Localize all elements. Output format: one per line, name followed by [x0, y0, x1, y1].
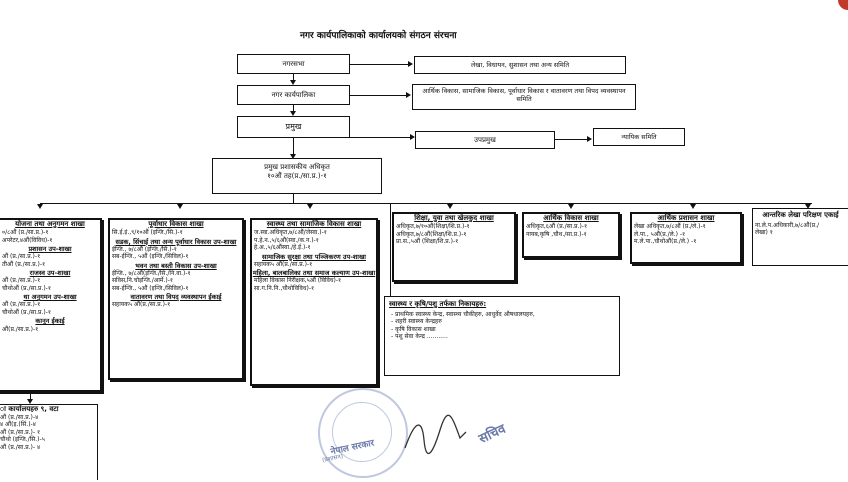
- arthik-vikas-title: आर्थिक विकास शाखा: [543, 214, 599, 222]
- staff-line: प्रा.स.,५औं (शिक्षा/शि.प्र.)-१: [396, 238, 459, 246]
- nagarsabha-box: [237, 54, 350, 74]
- shiksha-title: शिक्षा, युवा तथा खेलकुद शाखा: [414, 214, 494, 222]
- connector: [555, 139, 587, 140]
- arrow: [408, 61, 413, 67]
- arrow: [568, 204, 574, 209]
- shiksha-branch-box: [392, 212, 516, 282]
- arthik-vikas-branch-box: [522, 212, 620, 258]
- purvadhar-branch-box: [108, 218, 244, 380]
- pramukh-label: प्रमुख: [285, 122, 302, 131]
- vatavaran-sub-title: वातावरण तथा विपद् व्यवस्थापन ईकाई: [130, 293, 222, 302]
- seal-subtext: (प्रशासन): [321, 452, 344, 465]
- seal-text: नेपाल सरकार: [329, 438, 376, 458]
- karyapalika-label: नगर कार्यपालिका: [271, 91, 316, 99]
- staff-line: ईन्जि., ७/८औं (इन्जि./सि.)-१: [112, 245, 177, 253]
- staff-line: चौथो (इन्जि./सि.)-५: [0, 436, 45, 444]
- arrow: [406, 92, 411, 98]
- staff-line: सहायक५ औं(प्र./सा.प्र.)-१: [112, 301, 171, 309]
- staff-line: सा.ग.नि.नि.,चौथोविविध)-१: [254, 284, 315, 292]
- nikaya-item: - पशु सेवा केन्द्र ...........: [391, 333, 448, 341]
- cao-box: [212, 158, 382, 194]
- arrow: [177, 204, 183, 209]
- arthik-prashasan-branch-box: [630, 212, 742, 264]
- staff-line: अधिकृत,७/८औं(शिक्षा/शि.प्र.)-१: [396, 230, 467, 238]
- arrow: [447, 204, 453, 209]
- nyayik-label: न्यायिक समिति: [621, 133, 657, 141]
- nikaya-item: - कृषि विकास शाखा: [391, 325, 436, 333]
- staff-line: महिला विकास निरीक्षक,५औं (विविध)-१: [254, 277, 342, 285]
- sachiv-stamp: सचिव: [476, 421, 509, 447]
- lekha-samiti-label: लेखा, विधायन, सुशासन तथा अन्य समिति: [470, 61, 570, 69]
- staff-line: सब-ईन्जि., ५औं (इन्जि./सिविल)-१: [112, 284, 189, 292]
- antarik-title: आन्तरिक लेखा परिक्षण एकाई: [762, 211, 839, 219]
- yojana-branch-box: [0, 218, 102, 392]
- staff-line: औं (प्र./सा.प्र.)- १: [0, 428, 41, 436]
- staff-line: औं (प्र./सा.प्र.)-४: [0, 413, 39, 421]
- nikaya-title: स्वास्थ्य र कृषि/पशु तर्फका निकायहरु:: [389, 300, 487, 308]
- nikaya-box: [384, 296, 620, 376]
- cao-title: प्रमुख प्रशासकीय अधिकृत: [264, 163, 330, 171]
- staff-line: औं (प्र./सा.प्र.)-१: [2, 301, 41, 309]
- samajik-suraksha-sub-title: सामाजिक सुरक्षा तथा पञ्जिकरण उप-शाखा: [262, 252, 366, 261]
- prashasan-sub-title: प्रशासन उप-शाखा: [28, 245, 72, 254]
- anugaman-sub-title: था अनुगमन उप-शाखा: [23, 293, 77, 302]
- distribution-line: [40, 203, 812, 204]
- staff-line: सि.ई.इं.,९/१०औं (इन्जि./सि.)-१: [112, 229, 183, 237]
- connector: [390, 204, 391, 304]
- yojana-title: योजना तथा अनुगमन शाखा: [15, 220, 85, 228]
- kanun-sub-title: कानून ईकाई: [35, 317, 65, 326]
- ward-offices-box: [0, 404, 98, 480]
- staff-line: प.हे.न.,५/६औं(स्वा./क.न.)-१: [254, 236, 319, 244]
- connector: [350, 95, 406, 96]
- connector: [350, 64, 408, 65]
- nikaya-item: - प्राथमिक स्वास्थ्य केन्द्र, स्वास्थ्य चौकीहरु, आधुर्वेद औषधालयहरु,: [391, 310, 535, 318]
- staff-line: सब-ईन्जि., ५औं (इन्जि./सिविल)-१: [112, 253, 189, 261]
- lekha-samiti-box: [414, 56, 626, 74]
- staff-line: अधिकृत,६औं (प्र./सा.प्र.)-१: [526, 223, 588, 231]
- staff-line: हे.अ.,५/६औंस्वा./हे.ई.)-१: [254, 244, 311, 252]
- corner-mark: [838, 0, 848, 10]
- staff-line: औं(प्र./सा.प्र.)-१: [2, 325, 39, 333]
- staff-line: ईन्जि., ७/८औं(इन्जि./सि./नि.वा.)-१: [112, 269, 191, 277]
- staff-line: ०/८औं (प्र./सा.प्र.)-१: [2, 229, 49, 237]
- staff-line: औं (प्र./सा.प्र.)-१: [2, 277, 41, 285]
- karyapalika-box: [237, 85, 350, 105]
- arrow: [307, 204, 313, 209]
- staff-line: औं (प्र./सा.प्र.)- ४: [0, 443, 41, 451]
- pramukh-box: [237, 116, 350, 138]
- staff-line: औं (प्र./सा.प्र.)-१: [2, 253, 41, 261]
- staff-line: अपरेटर,४औं(विविध)-१: [2, 236, 53, 244]
- swasthya-title: स्वास्थ्य तथा सामाजिक विकास शाखा: [266, 220, 362, 228]
- upapramukh-label: उपप्रमुख: [474, 136, 496, 144]
- swasthya-branch-box: [250, 218, 378, 386]
- purvadhar-title: पूर्वाधार विकास शाखा: [148, 220, 204, 228]
- ward-title: ा कार्यालयहरु ९, वटा: [0, 405, 59, 413]
- sadak-sub-title: सडक, सिंचाई तथा अन्य पूर्वाधार विकास उप-शाखा: [115, 237, 237, 246]
- staff-line: तीऔं (प्र./सा.प्र.)-१: [2, 260, 46, 268]
- rajaswa-sub-title: राजस्व उप-शाखा: [29, 269, 71, 278]
- arrow: [690, 204, 696, 209]
- antarik-lekha-box: [752, 208, 848, 266]
- official-seal: [318, 388, 408, 478]
- signature-icon: [400, 410, 470, 460]
- bhawan-sub-title: भवन तथा बस्ती विकास उप-शाखा: [135, 261, 217, 270]
- arthik-samiti-box: [412, 84, 636, 110]
- mahila-sub-title: महिला, बालबालिका तथा समाज कल्याण उप-शाखा: [252, 269, 376, 278]
- staff-line: लेखा अधिकृत,७/८औं (प्र./ले.)-१: [634, 223, 706, 231]
- staff-line: चौथोऔं (प्र./सा.प्र.)-१: [2, 284, 51, 292]
- staff-line: ज.स्वा.अधिकृत,७/८औं/जेस्वा.)-१: [254, 229, 327, 237]
- arrow: [37, 204, 43, 209]
- staff-line: नायब,कृषि ,चौथ./सा.प्र.)-१: [526, 230, 587, 238]
- arthik-samiti-label: आर्थिक विकास, सामाजिक विकास, पूर्वाधार विकास र वातावरण तथा विपद व्यवस्थापन समिति: [422, 87, 626, 104]
- staff-line: चौथोऔं (प्र./सा.प्र.)-१: [2, 308, 51, 316]
- arthik-prashasan-title: आर्थिक प्रशासन शाखा: [657, 214, 715, 222]
- staff-line: अधिकृत,७/१०औं(शिक्षा/शि.प्र.)-१: [396, 223, 470, 231]
- staff-line: ले.पा., ५औं(प्र./ले.) -१: [634, 230, 686, 238]
- staff-line: ना.ले.प.अधिकारी,७/८औं(प्र./: [755, 221, 820, 229]
- arrow: [587, 136, 592, 142]
- staff-line: म.ले.पा.,चौथोऔं(प्र./ले.) -१: [634, 238, 697, 246]
- staff-line: सहायक५ औं(प्र./सा.प्र.)-१: [254, 260, 313, 268]
- nikaya-item: - शहरी स्वास्थ्य केन्द्रहरु: [391, 318, 442, 326]
- chart-title: नगर कार्यपालिकाको कार्यालयको संगठन संरचना: [300, 31, 457, 41]
- staff-line: ४ औं(इ.(सिं.)-४: [0, 421, 36, 429]
- nyayik-box: [593, 128, 685, 146]
- upapramukh-box: [415, 131, 555, 149]
- staff-line: लेखा) १: [755, 229, 773, 237]
- cao-level: १०औं तह(प्र./सा.प्र.)-१: [267, 171, 327, 180]
- nagarsabha-label: नगरसभा: [282, 60, 305, 68]
- staff-line: सविस,नि.चोइन्जि./आर्मे.)-१: [112, 277, 173, 285]
- connector: [350, 137, 410, 138]
